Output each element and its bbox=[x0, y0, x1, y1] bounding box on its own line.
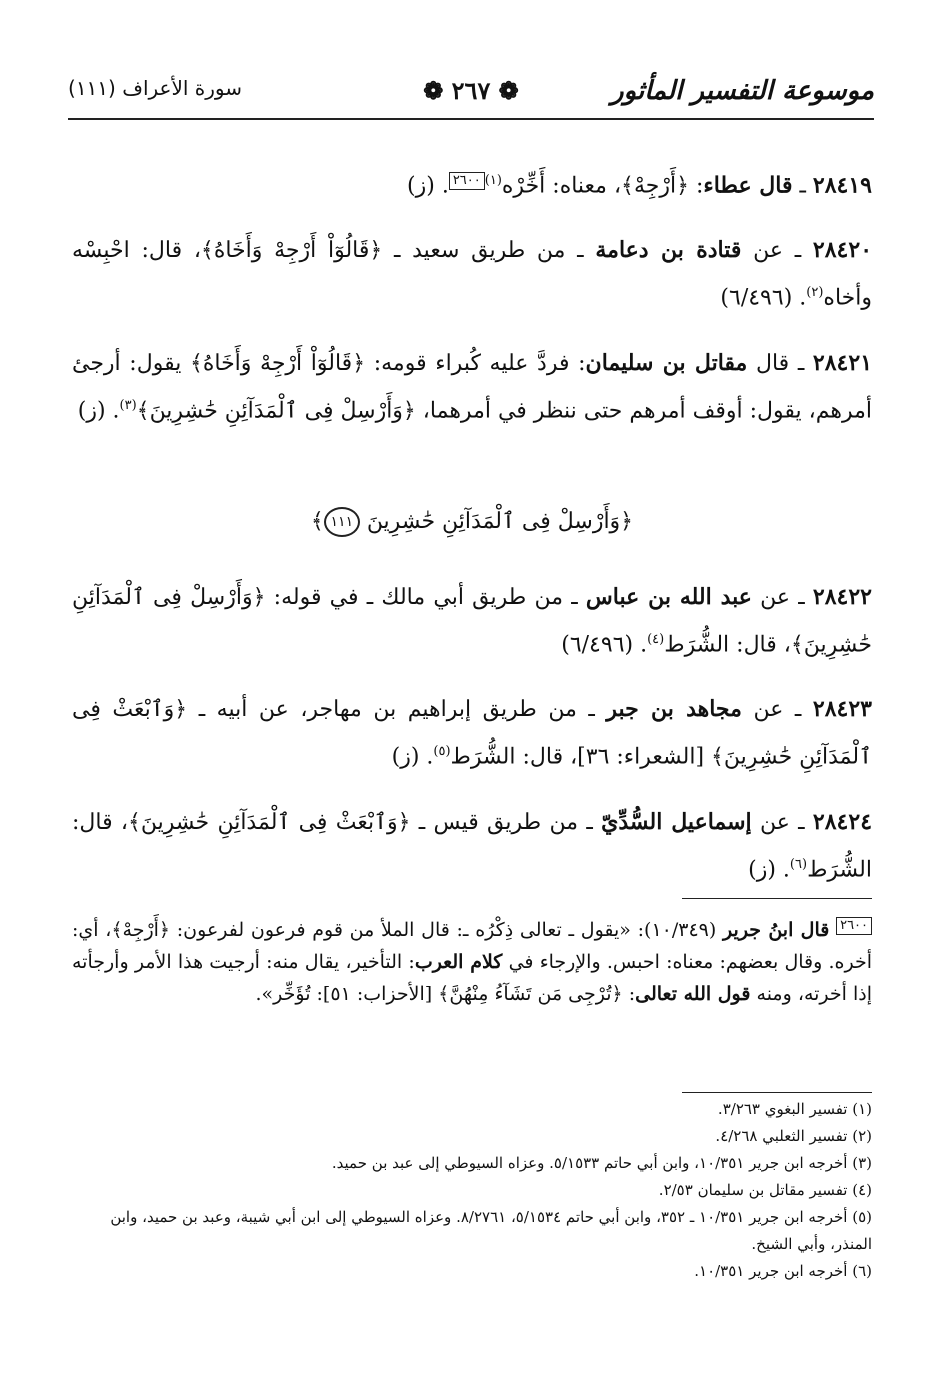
verse-text: ﴿وَأَرْسِلْ فِى ٱلْمَدَآئِنِ حَٰشِرِينَ bbox=[366, 508, 634, 534]
entry-prefix: قال bbox=[755, 350, 790, 376]
footnote-marker: (٥) bbox=[433, 744, 451, 760]
footnotes-separator bbox=[682, 1092, 872, 1093]
entry-tail: . (ز) bbox=[391, 744, 434, 770]
entry-author: عبد الله بن عباس bbox=[585, 583, 752, 610]
entry-number: ٢٨٤١٩ bbox=[812, 172, 872, 199]
ornament-left: ❁ bbox=[423, 76, 452, 105]
footnote-marker: (٤) bbox=[647, 631, 665, 647]
note-bold-phrase: كلام العرب bbox=[414, 951, 503, 973]
entry-tail: . (ز) bbox=[748, 856, 790, 882]
entry-text: ـ من طريق إبراهيم بن مهاجر، عن أبيه ـ ﴿وَٱبْعَثْ فِى ٱلْمَدَآئِنِ حَٰشِرِينَ﴾ [الشعراء: ٣٦]، قال: الشُّرَط bbox=[72, 697, 872, 770]
entry-prefix: عن bbox=[753, 697, 784, 723]
footnote-marker: (٢) bbox=[806, 285, 824, 301]
entry-tail: . (ز) bbox=[407, 173, 449, 199]
footnote: (١) تفسير البغوي ٣/٢٦٣. bbox=[717, 1100, 872, 1118]
footnote: (٣) أخرجه ابن جرير ١٠/٣٥١، وابن أبي حاتم ٥/١٥٣٣. وعزاه السيوطي إلى عبد بن حميد. bbox=[331, 1154, 872, 1172]
entry-number: ٢٨٤٢٢ bbox=[812, 583, 872, 610]
entry-number: ٢٨٤٢١ bbox=[812, 349, 873, 376]
footnotes bbox=[72, 1096, 872, 1285]
note-author: قال ابنُ جرير bbox=[723, 919, 830, 941]
book-title: موسوعة التفسير المأثور bbox=[611, 76, 874, 106]
footnote-marker: (١) bbox=[484, 173, 502, 188]
verse-close: ﴾ bbox=[310, 508, 324, 534]
page-number-text: ٢٦٧ bbox=[451, 76, 491, 105]
verse-heading bbox=[72, 502, 872, 542]
entry-author: مجاهد بن جبر bbox=[606, 696, 742, 723]
commentary-note bbox=[72, 914, 872, 1010]
entry-number: ٢٨٤٢٤ bbox=[812, 808, 873, 835]
footnote: (٥) أخرجه ابن جرير ١٠/٣٥١ ـ ٣٥٢، وابن أبي حاتم ٥/١٥٣٤، ٨/٢٧٦١. وعزاه السيوطي إلى ابن أبي شيبة، وعبد بن حميد، وابن المنذر، وأبي الشيخ. bbox=[110, 1208, 872, 1253]
entry-author: قال عطاء bbox=[703, 172, 793, 199]
entry-tail: . (٦/٤٩٦) bbox=[561, 632, 648, 658]
entry-tail: . (٦/٤٩٦) bbox=[720, 285, 807, 311]
footnote: (٤) تفسير مقاتل بن سليمان ٢/٥٣. bbox=[658, 1181, 872, 1199]
entry-text: : فردَّ عليه كُبراء قومه: ﴿قَالُوٓاْ أَرْجِهْ وَأَخَاهُ﴾ يقول: أرجئ أمرهم، يقول: أوقف أمرهم حتى ننظر في أمرهما، ﴿وَأَرْسِلْ فِى ٱلْمَدَآئِنِ حَٰشِرِينَ﴾ bbox=[72, 350, 872, 423]
entry-28422: ٢٨٤٢٢ ـ عن عبد الله بن عباس ـ من طريق أبي مالك ـ في قوله: ﴿وَأَرْسِلْ فِى ٱلْمَدَآئِنِ حَٰشِرِينَ﴾، قال: الشُّرَط$^{(٤)}$. (٦/٤٩٦) bbox=[72, 583, 872, 658]
page-header bbox=[68, 62, 874, 120]
entry-author: مقاتل بن سليمان bbox=[585, 349, 748, 376]
entry-text: ـ من طريق أبي مالك ـ في قوله: ﴿وَأَرْسِلْ فِى ٱلْمَدَآئِنِ حَٰشِرِينَ﴾، قال: الشُّرَط bbox=[72, 584, 872, 658]
entries-section bbox=[72, 138, 872, 913]
entry-text: ـ من طريق سعيد ـ ﴿قَالُوٓاْ أَرْجِهْ وَأَخَاهُ﴾، قال: احْبِسْه وأخاه bbox=[72, 238, 872, 311]
entry-number: ٢٨٤٢٣ bbox=[812, 696, 872, 723]
ornament-right: ❁ bbox=[490, 76, 519, 105]
entry-prefix: عن bbox=[760, 584, 791, 610]
footnote: (٦) أخرجه ابن جرير ١٠/٣٥١. bbox=[694, 1262, 872, 1280]
footnote-marker: (٣) bbox=[119, 397, 137, 413]
cross-reference-box: ٢٦٠٠ bbox=[449, 172, 485, 190]
footnote-marker: (٦) bbox=[789, 856, 808, 872]
entry-28424: ٢٨٤٢٤ ـ عن إسماعيل السُّدِّيّ ـ من طريق قيس ـ ﴿وَٱبْعَثْ فِى ٱلْمَدَآئِنِ حَٰشِرِينَ﴾، قال: الشُّرَط$^{(٦)}$. (ز) bbox=[72, 808, 873, 882]
note-separator bbox=[682, 898, 872, 899]
ayah-number-icon: ١١١ bbox=[324, 507, 360, 537]
entry-28421: ٢٨٤٢١ ـ قال مقاتل بن سليمان: فردَّ عليه كُبراء قومه: ﴿قَالُوٓاْ أَرْجِهْ وَأَخَاهُ﴾ يقول: أرجئ أمرهم، يقول: أوقف أمرهم حتى ننظر في أمرهما، ﴿وَأَرْسِلْ فِى ٱلْمَدَآئِنِ حَٰشِرِينَ﴾$^{(٣)}$. (ز) bbox=[72, 349, 873, 423]
entry-prefix: عن bbox=[753, 238, 784, 264]
entry-prefix: عن bbox=[759, 809, 790, 835]
entry-author: قتادة بن دعامة bbox=[595, 237, 742, 264]
note-text-2: : التأخير، يقال منه: أرجيت هذا الأمر وأرجأته إذا أخرته، ومنه bbox=[72, 951, 872, 1005]
entry-number: ٢٨٤٢٠ bbox=[812, 237, 873, 264]
surah-reference: سورة الأعراف (١١١) bbox=[68, 76, 243, 100]
entry-28419: ٢٨٤١٩ ـ قال عطاء: ﴿أَرْجِهْ﴾، معناه: أَخِّرْه$^{(١)}$٢٦٠٠. (ز) bbox=[407, 172, 872, 199]
entry-author: إسماعيل السُّدِّيّ bbox=[601, 808, 752, 835]
entry-text: ـ من طريق قيس ـ ﴿وَٱبْعَثْ فِى ٱلْمَدَآئِنِ حَٰشِرِينَ﴾، قال: الشُّرَط bbox=[72, 809, 872, 882]
note-bold-phrase-2: قول الله تعالى bbox=[635, 983, 751, 1005]
entry-text: : ﴿أَرْجِهْ﴾، معناه: أَخِّرْه bbox=[501, 173, 704, 199]
footnote: (٢) تفسير الثعلبي ٤/٢٦٨. bbox=[715, 1127, 872, 1145]
note-text-3: : ﴿تُرْجِى مَن تَشَآءُ مِنْهُنَّ﴾ [الأحزاب: ٥١]: تُؤَخِّر». bbox=[255, 983, 636, 1005]
note-text: (١٠/٣٤٩): «يقول ـ تعالى ذِكْرُه ـ: قال الملأ من قوم فرعون لفرعون: ﴿أَرْجِهْ﴾، أي: أخره. وقال بعضهم: معناه: احبس. والإرجاء في bbox=[72, 919, 873, 973]
entry-28423: ٢٨٤٢٣ ـ عن مجاهد بن جبر ـ من طريق إبراهيم بن مهاجر، عن أبيه ـ ﴿وَٱبْعَثْ فِى ٱلْمَدَآئِنِ حَٰشِرِينَ﴾ [الشعراء: ٣٦]، قال: الشُّرَط$^{(٥)}$. (ز) bbox=[72, 696, 872, 770]
entry-28420: ٢٨٤٢٠ ـ عن قتادة بن دعامة ـ من طريق سعيد ـ ﴿قَالُوٓاْ أَرْجِهْ وَأَخَاهُ﴾، قال: احْبِسْه وأخاه$^{(٢)}$. (٦/٤٩٦) bbox=[72, 237, 873, 311]
entry-tail: . (ز) bbox=[77, 397, 120, 423]
note-reference-box: ٢٦٠٠ bbox=[836, 917, 872, 935]
